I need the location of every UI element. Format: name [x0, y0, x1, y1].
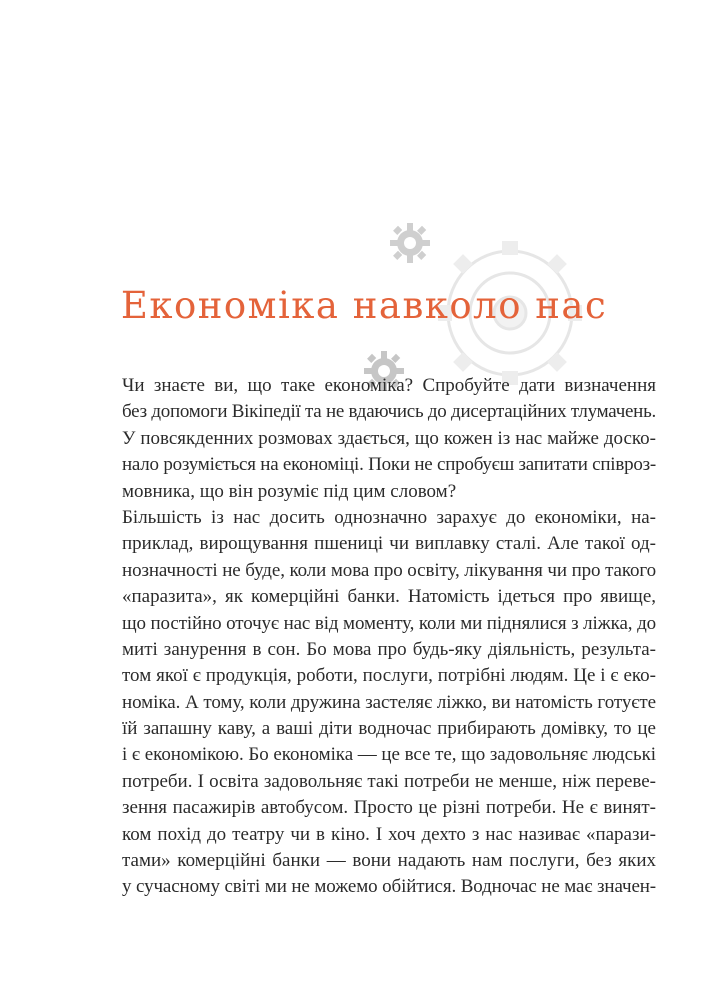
text-line: номіка. А тому, коли дружина застеляє ліжко, ви натомість готуєте [122, 691, 657, 713]
text-line: без допомоги Вікіпедії та не вдаючись до дисертаційних тлумачень. [122, 401, 656, 423]
text-line: приклад, вирощування пшениці чи виплавку сталі. Але такої од- [122, 533, 656, 555]
text-line: миті занурення в сон. Бо мова про будь-яку діяльність, результа- [122, 638, 656, 660]
text-line: у сучасному світі ми не можемо обійтися. Водночас не має значен- [122, 876, 657, 898]
text-line: Більшість із нас досить однозначно зарахує до економіки, на- [122, 506, 656, 528]
text-line: У повсякденних розмовах здається, що кожен із нас майже доско- [122, 427, 656, 449]
text-line: і є економікою. Бо економіка — це все те, що задовольняє людські [122, 744, 656, 766]
text-line: що постійно оточує нас від моменту, коли ми піднялися з ліжка, до [122, 612, 656, 634]
small-gear-top-icon [390, 223, 430, 263]
text-line: нозначності не буде, коли мова про освіту, лікування чи про такого [122, 559, 657, 581]
text-line: тами» комерційні банки — вони надають нам послуги, без яких [122, 850, 656, 872]
text-line: зення пасажирів автобусом. Просто це різні потреби. Не є винят- [122, 797, 656, 819]
text-line: потреби. І освіта задовольняє такі потреби не менше, ніж переве- [122, 770, 656, 792]
text-line: том якої є продукція, роботи, послуги, потрібні людям. Це і є еко- [122, 665, 656, 687]
text-line: «паразита», як комерційні банки. Натомість ідеться про явище, [122, 586, 656, 608]
text-line: їй запашну каву, а ваші діти водночас прибирають домівку, то це [122, 718, 656, 740]
chapter-title: Економіка навколо нас [120, 284, 608, 327]
text-line: ком похід до театру чи в кіно. І хоч дехто з нас називає «парази- [122, 823, 656, 845]
text-line: мовника, що він розуміє під цим словом? [122, 480, 457, 502]
body-text [122, 373, 656, 901]
text-line: Чи знаєте ви, що таке економіка? Спробуйте дати визначення [122, 375, 656, 396]
text-line: нало розуміється на економіці. Поки не спробуєш запитати співроз- [122, 454, 657, 476]
